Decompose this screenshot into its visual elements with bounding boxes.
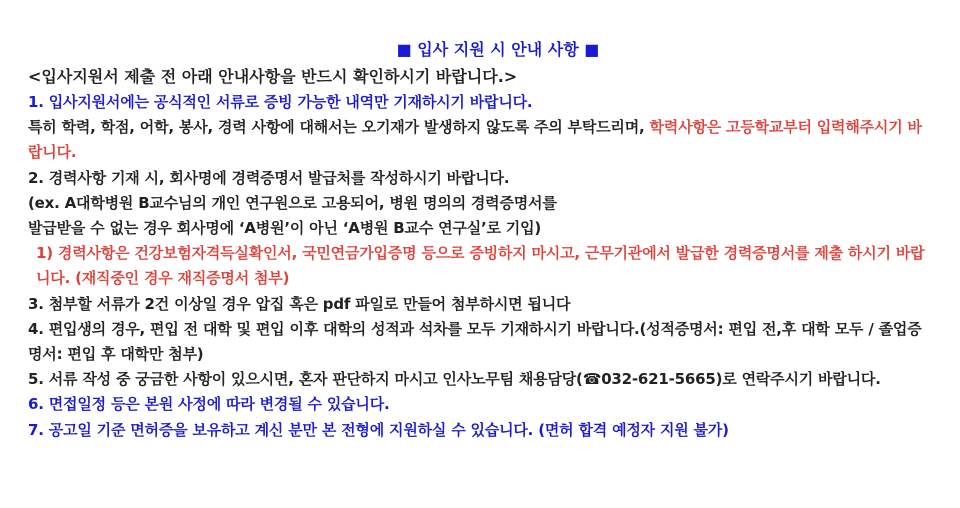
item-2-example-2: 발급받을 수 없는 경우 회사명에 ‘A병원’이 아닌 ‘A병원 B교수 연구실’로 기입) (28, 219, 542, 238)
item-4: 4. 편입생의 경우, 편입 전 대학 및 편입 이후 대학의 성적과 석차를 모두 기재하시기 바랍니다.(성적증명서: 편입 전,후 대학 모두 / 졸업증명서: 편입 후 대학만 첨부) (28, 319, 922, 364)
item-2: 2. 경력사항 기재 시, 회사명에 경력증명서 발급처를 작성하시기 바랍니다. (28, 168, 510, 187)
item-1-note-text: 특히 학력, 학점, 어학, 봉사, 경력 사항에 대해서는 오기재가 발생하지 않도록 주의 부탁드리며, (28, 118, 650, 137)
item-1-note (28, 115, 928, 165)
item-2-example-1: (ex. A대학병원 B교수님의 개인 연구원으로 고용되어, 병원 명의의 경력증명서를 (28, 193, 557, 212)
item-6: 6. 면접일정 등은 본원 사정에 따라 변경될 수 있습니다. (28, 395, 390, 414)
item-1-note-highlight: 학력사항은 고등학교부터 입력해주시기 바랍니다. (28, 118, 922, 162)
notice-title: ■ 입사 지원 시 안내 사항 ■ (396, 40, 600, 59)
item-5: 5. 서류 작성 중 궁금한 사항이 있으시면, 혼자 판단하지 마시고 인사노무팀 채용담당(☎032-621-5665)로 연락주시기 바랍니다. (28, 370, 881, 389)
item-1: 1. 입사지원서에는 공식적인 서류로 증빙 가능한 내역만 기재하시기 바랍니다. (28, 93, 533, 111)
item-3: 3. 첨부할 서류가 2건 이상일 경우 압집 혹은 pdf 파일로 만들어 첨부하시면 됩니다 (28, 294, 571, 313)
notice-intro: <입사지원서 제출 전 아래 안내사항을 반드시 확인하시기 바랍니다.> (28, 67, 518, 86)
item-7: 7. 공고일 기준 면허증을 보유하고 계신 분만 본 전형에 지원하실 수 있습니다. (면허 합격 예정자 지원 불가) (28, 420, 729, 439)
item-2-subnote: 1) 경력사항은 건강보험자격득실확인서, 국민연금가입증명 등으로 증빙하지 마시고, 근무기관에서 발급한 경력증명서를 제출 하시기 바랍니다. (재직중인 경우 재직증명서 첨부) (36, 244, 925, 288)
notice-block (28, 36, 928, 443)
